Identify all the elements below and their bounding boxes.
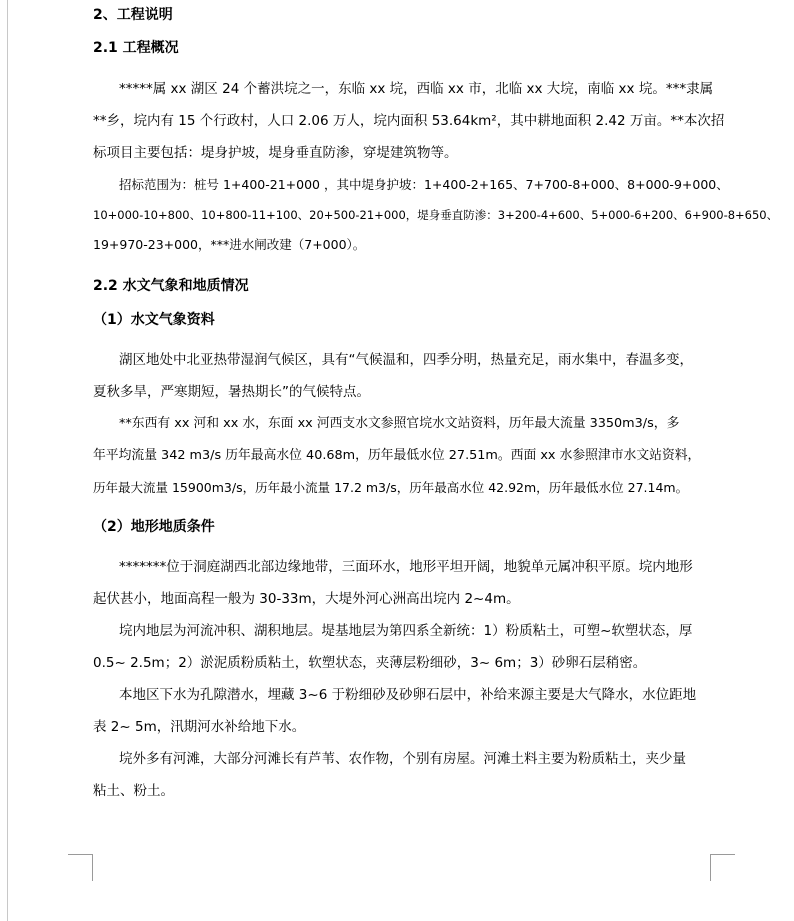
heading-section-2: 2、工程说明 [93, 7, 173, 23]
paragraph-line: **东西有 xx 河和 xx 水，东面 xx 河西支水文参照官垸水文站资料，历年最大流量 3350m3/s，多 [119, 416, 680, 431]
paragraph-line: 起伏甚小，地面高程一般为 30-33m，大堤外河心洲高出垸内 2~4m。 [93, 591, 520, 607]
paragraph-line: 夏秋多旱，严寒期短，暑热期长”的气候特点。 [93, 384, 370, 400]
paragraph-line: 历年最大流量 15900m3/s，历年最小流量 17.2 m3/s，历年最高水位 42.92m，历年最低水位 27.14m。 [93, 480, 689, 495]
paragraph-line: *****属 xx 湖区 24 个蓄洪垸之一，东临 xx 垸，西临 xx 市，北临 xx 大垸，南临 xx 垸。***隶属 [119, 81, 714, 97]
heading-subsection-1: （1）水文气象资料 [93, 312, 215, 328]
heading-subsection-2: （2）地形地质条件 [93, 519, 215, 535]
paragraph-line: 粘土、粉土。 [93, 783, 174, 799]
paragraph-line: 年平均流量 342 m3/s 历年最高水位 40.68m，历年最低水位 27.51m。西面 xx 水参照津市水文站资料， [93, 448, 701, 463]
paragraph-line: 标项目主要包括：堤身护坡，堤身垂直防渗，穿堤建筑物等。 [93, 145, 458, 161]
heading-2-1: 2.1 工程概况 [93, 40, 179, 56]
page-corner-mark-right [710, 854, 735, 881]
page-corner-mark-left [68, 854, 93, 881]
paragraph-line: 本地区下水为孔隙潜水，埋藏 3~6 于粉细砂及砂卵石层中，补给来源主要是大气降水，水位距地 [119, 687, 697, 703]
paragraph-line: 垸内地层为河流冲积、湖积地层。堤基地层为第四系全新统：1）粉质粘土，可塑~软塑状态，厚 [119, 623, 693, 639]
paragraph-line: 招标范围为：桩号 1+400-21+000 ，其中堤身护坡：1+400-2+165、7+700-8+000、8+000-9+000、 [119, 177, 729, 192]
paragraph-line: **乡，垸内有 15 个行政村，人口 2.06 万人，垸内面积 53.64km²，其中耕地面积 2.42 万亩。**本次招 [93, 113, 725, 129]
paragraph-line: 表 2~ 5m，汛期河水补给地下水。 [93, 719, 306, 735]
paragraph-line: *******位于洞庭湖西北部边缘地带，三面环水，地形平坦开阔，地貌单元属冲积平原。垸内地形 [119, 559, 693, 575]
heading-2-2: 2.2 水文气象和地质情况 [93, 278, 249, 294]
paragraph-line: 0.5~ 2.5m；2）淤泥质粉质粘土，软塑状态，夹薄层粉细砂，3~ 6m；3）砂卵石层稍密。 [93, 655, 647, 671]
paragraph-line: 垸外多有河滩，大部分河滩长有芦苇、农作物，个别有房屋。河滩土料主要为粉质粘土，夹少量 [119, 751, 686, 767]
paragraph-line: 10+000-10+800、10+800-11+100、20+500-21+000，堤身垂直防渗：3+200-4+600、5+000-6+200、6+900-8+650、 [93, 208, 779, 222]
paragraph-line: 19+970-23+000，***进水闸改建（7+000）。 [93, 237, 366, 252]
paragraph-line: 湖区地处中北亚热带湿润气候区，具有“气候温和，四季分明，热量充足，雨水集中，春温多变， [119, 352, 693, 368]
